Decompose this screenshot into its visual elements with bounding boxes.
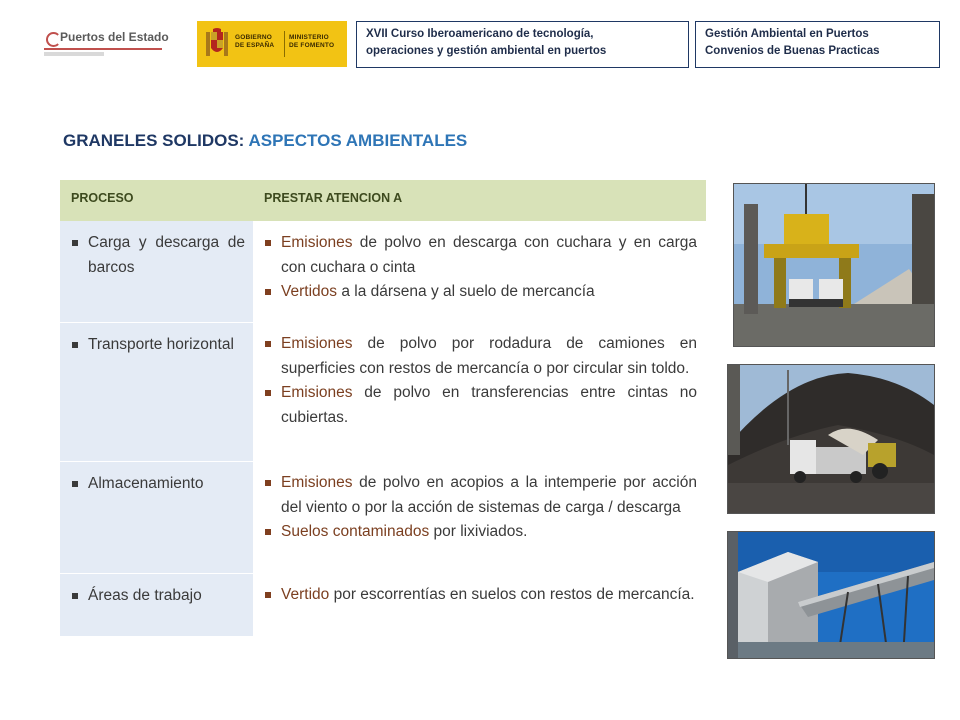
attention-cell [253,221,706,322]
process-cell [60,461,253,573]
photo-grab-crane-trucks [733,183,935,347]
bullet-icon [265,480,271,486]
attention-cell [253,461,706,573]
course-title-box [356,21,689,68]
topic-box [695,21,940,68]
attention-cell [253,322,706,461]
table-row [60,461,706,573]
bullet-icon [265,529,271,535]
process-item: Transporte horizontal [68,333,245,358]
course-line-2: operaciones y gestión ambiental en puertos [366,45,607,57]
bullet-icon [265,289,271,295]
table-row [60,573,706,636]
slide-title [63,131,467,151]
table-row [60,322,706,461]
aspects-table [60,180,706,637]
process-item: Carga y descarga de barcos [68,231,245,280]
puertos-logo-text: Puertos del Estado [60,30,169,44]
gobierno-espana-logo [197,21,347,67]
bullet-icon [72,481,78,487]
puertos-swoosh-icon [46,32,61,47]
attention-item: Emisiones de polvo en acopios a la intemperie por acción del viento o por la acción de sistemas de carga / descarga [261,471,697,520]
attention-item: Suelos contaminados por lixiviados. [261,520,697,545]
bullet-icon [265,240,271,246]
table-row [60,221,706,322]
header-atencion: PRESTAR ATENCION A [264,191,403,205]
topic-line-1: Gestión Ambiental en Puertos [705,28,869,40]
bullet-icon [265,341,271,347]
photo-coal-stockpile-loader [727,364,935,514]
process-cell [60,221,253,322]
puertos-del-estado-logo [44,28,169,68]
bullet-icon [72,240,78,246]
attention-item: Vertidos a la dársena y al suelo de mercancía [261,280,697,305]
attention-item: Emisiones de polvo en descarga con cuchara y en carga con cuchara o cinta [261,231,697,280]
attention-item: Vertido por escorrentías en suelos con restos de mercancía. [261,583,697,608]
bullet-icon [265,390,271,396]
table-header-row [60,180,706,221]
process-cell [60,322,253,461]
header-proceso: PROCESO [71,191,134,205]
process-item: Áreas de trabajo [68,584,245,609]
topic-line-2: Convenios de Buenas Practicas [705,45,880,57]
course-line-1: XVII Curso Iberoamericano de tecnología, [366,28,594,40]
spain-coat-of-arms-icon [204,28,230,60]
bullet-icon [72,342,78,348]
process-cell [60,573,253,636]
process-item: Almacenamiento [68,472,245,497]
bullet-icon [265,592,271,598]
photo-conveyor-structure [727,531,935,659]
attention-item: Emisiones de polvo por rodadura de camiones en superficies con restos de mercancía o por circular sin toldo. [261,332,697,381]
gobierno-label: GOBIERNO DE ESPAÑA [235,34,275,49]
title-part-1: GRANELES SOLIDOS: [63,131,245,150]
bullet-icon [72,593,78,599]
ministerio-label: MINISTERIO DE FOMENTO [289,34,335,49]
title-part-2: ASPECTOS AMBIENTALES [248,131,468,150]
attention-item: Emisiones de polvo en transferencias entre cintas no cubiertas. [261,381,697,430]
attention-cell [253,573,706,636]
